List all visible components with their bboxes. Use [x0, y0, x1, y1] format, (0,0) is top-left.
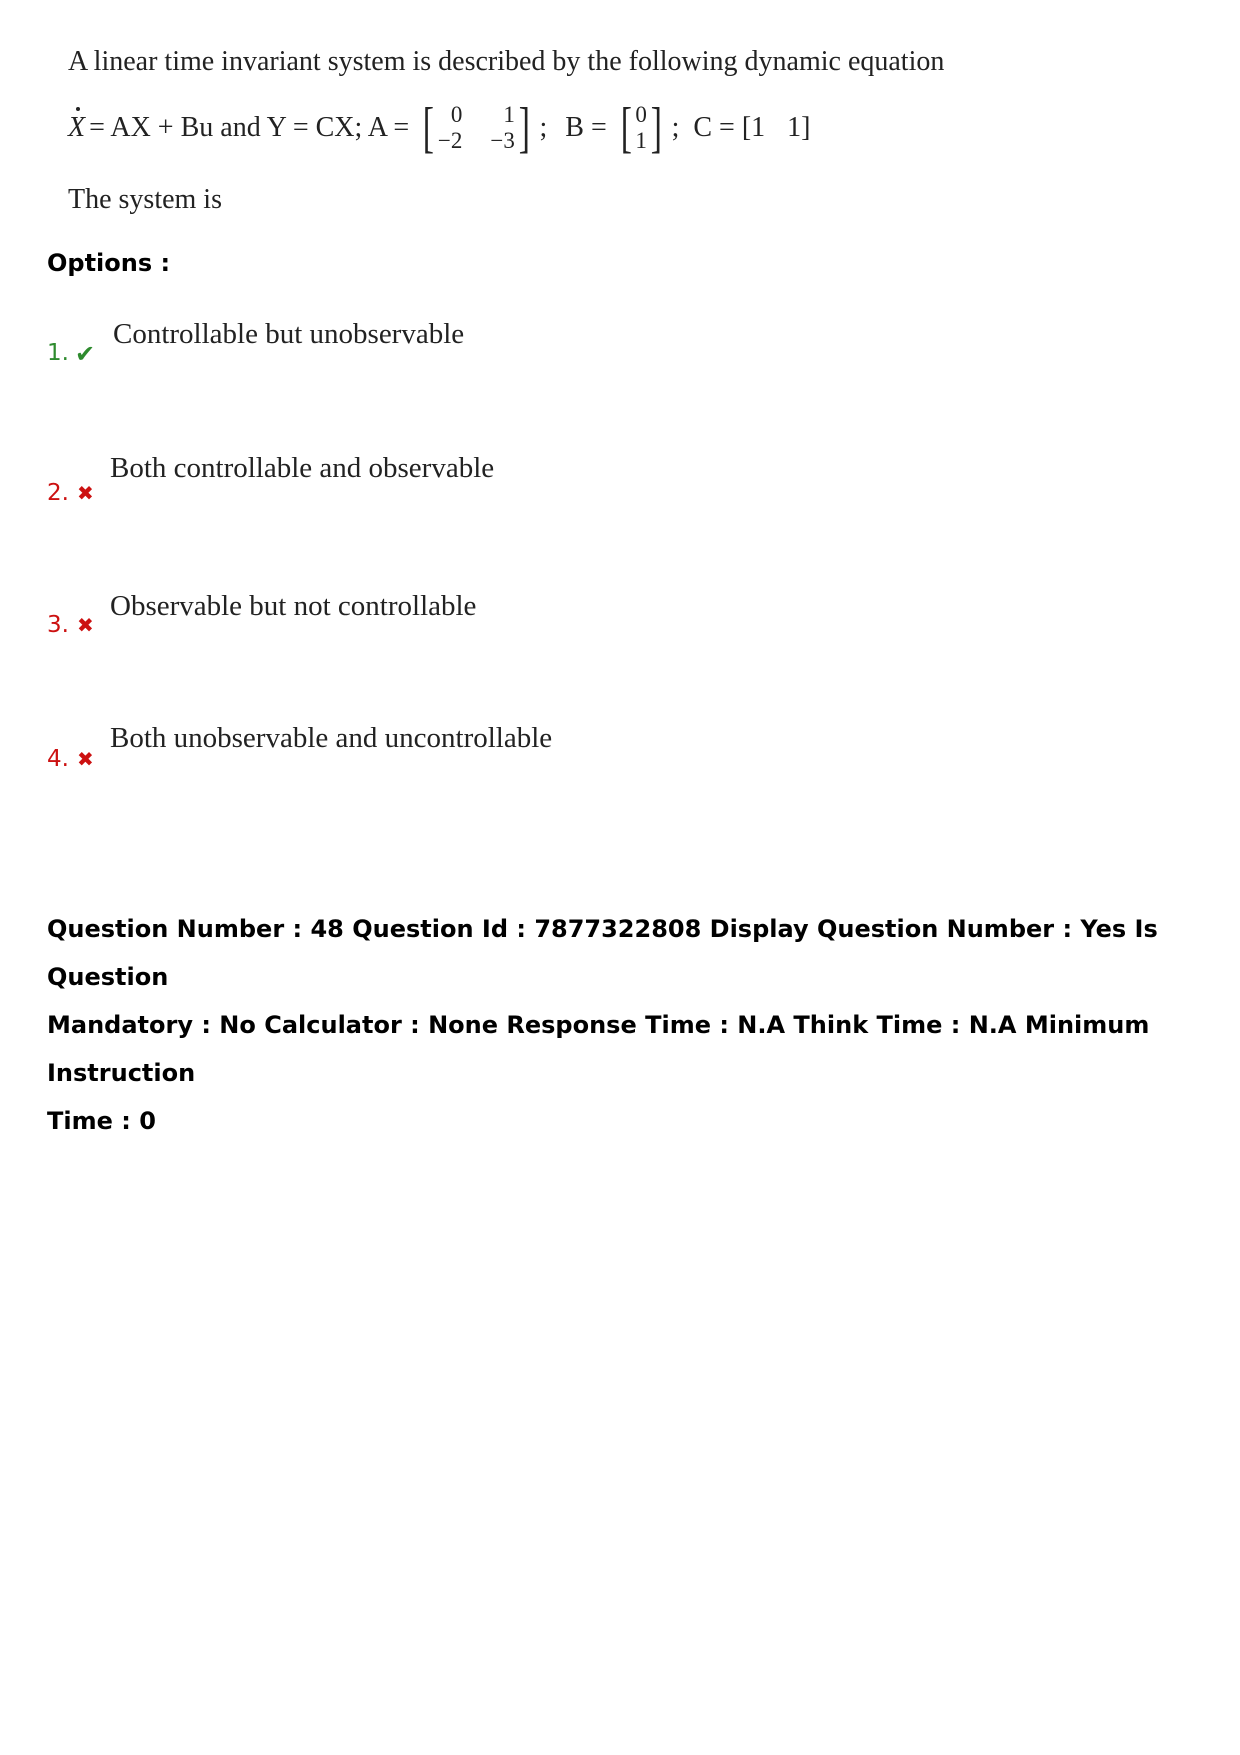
state-equation	[68, 97, 811, 159]
cross-icon: ✖	[77, 481, 94, 505]
option-text: Controllable but unobservable	[113, 318, 465, 350]
options-heading: Options :	[47, 249, 171, 277]
b-label: B =	[565, 112, 607, 143]
matrix-b	[617, 97, 666, 159]
matrix-a-cell: 0	[450, 102, 463, 127]
matrix-a-cell: 1	[503, 102, 515, 127]
metadata-line: Mandatory : No Calculator : None Response Time : N.A Think Time : N.A Minimum Instruction	[47, 1011, 1150, 1087]
right-bracket: ]	[518, 97, 530, 159]
metadata-line: Time : 0	[47, 1107, 156, 1135]
option-number: 2.	[47, 480, 69, 506]
left-bracket: [	[422, 97, 435, 159]
matrix-a-cell: −2	[437, 128, 463, 153]
option-number: 3.	[47, 612, 69, 638]
c-label: C = [1	[693, 112, 766, 143]
option-text: Both controllable and observable	[110, 452, 495, 484]
question-intro: A linear time invariant system is described by the following dynamic equation	[68, 46, 945, 77]
option-text: Both unobservable and uncontrollable	[110, 722, 553, 754]
state-derivative-symbol: X	[68, 112, 86, 143]
separator: ;	[539, 112, 548, 143]
metadata-line: Question Number : 48 Question Id : 7877322808 Display Question Number : Yes Is Question	[47, 915, 1158, 991]
right-bracket: ]	[650, 97, 662, 159]
check-icon: ✔	[75, 340, 96, 368]
separator: ;	[671, 112, 680, 143]
option-number: 4.	[47, 746, 69, 772]
matrix-a	[419, 97, 533, 159]
option-text: Observable but not controllable	[110, 590, 477, 622]
left-bracket: [	[620, 97, 632, 159]
c-end: 1]	[787, 112, 811, 143]
matrix-a-cell: −3	[490, 128, 515, 153]
matrix-b-cell: 1	[635, 128, 647, 153]
question-metadata	[47, 905, 1207, 1145]
question-tail: The system is	[68, 184, 222, 215]
option-number: 1.	[47, 340, 69, 366]
state-equation-text: = AX + Bu and Y = CX; A =	[89, 112, 410, 143]
matrix-b-cell: 0	[635, 102, 647, 127]
cross-icon: ✖	[77, 747, 94, 771]
cross-icon: ✖	[77, 613, 94, 637]
